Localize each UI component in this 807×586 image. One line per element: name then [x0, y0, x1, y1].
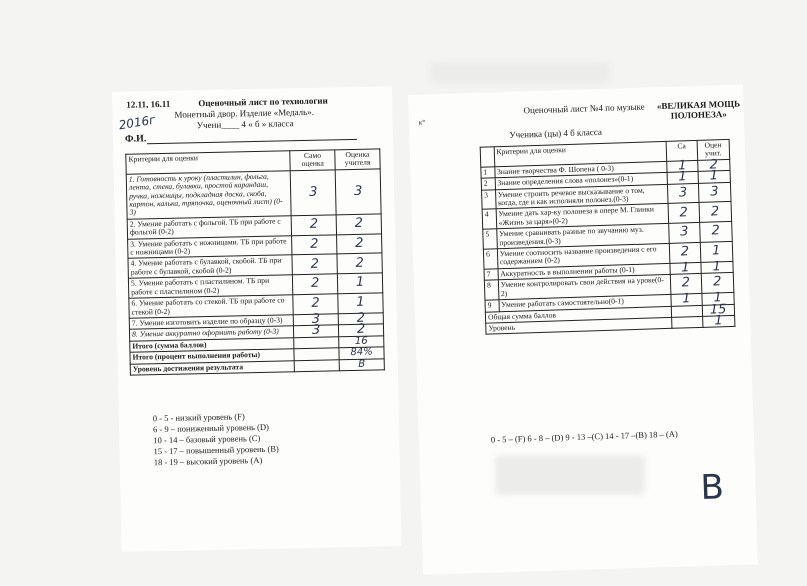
row-number: 7 — [484, 269, 498, 281]
self-score: 1 — [667, 160, 698, 172]
summary-value: 16 — [339, 336, 384, 348]
teacher-score: 2 — [336, 214, 381, 235]
teacher-score: 2 — [697, 159, 730, 171]
criteria-cell: Аккуратность в выполнении работы (0-1) — [498, 263, 671, 280]
summary-label: Итого (сумма баллов) — [130, 337, 294, 352]
level-item: 0 - 5 - низкий уровень (F) — [152, 411, 245, 424]
row-number: 8 — [484, 280, 498, 300]
big-handwritten-grade: B — [699, 467, 725, 508]
criteria-cell: 2. Умение работать с фольгой. ТБ при работе с фольгой (0-2) — [127, 216, 292, 239]
redacted-area — [495, 455, 645, 495]
self-score: 2 — [668, 203, 699, 224]
row-number: 3 — [482, 189, 496, 209]
row-number: 2 — [481, 178, 495, 190]
self-score: 3 — [294, 325, 339, 337]
criteria-cell: Умение контролировать свои действия на уроке(0-2) — [498, 275, 671, 300]
self-score: 2 — [291, 215, 336, 236]
teacher-score: 3 — [698, 182, 731, 203]
summary-value: В — [339, 358, 384, 370]
technology-criteria-table — [125, 148, 385, 375]
row-number: 9 — [485, 300, 499, 312]
criteria-cell: Умение сравнивать разные по звучанию муз. произведения.(0-3) — [496, 224, 669, 249]
level-item: 15 - 17 – повышенный уровень (B) — [153, 443, 279, 457]
level-scale — [153, 411, 279, 469]
criteria-cell: 8. Умение аккуратно оформить работу (0-3) — [129, 326, 293, 341]
criteria-cell: 4. Умение работать с булавкой, скобой. ТБ при работе с булавкой, скобой (0-2) — [128, 255, 293, 278]
teacher-score: 3 — [335, 169, 381, 215]
row-number: 4 — [482, 209, 496, 229]
level-item: 6 - 9 – пониженный уровень (D) — [152, 421, 269, 435]
teacher-score: 2 — [337, 234, 382, 255]
criteria-cell: Умение дать хар-ку полонеза в опере М. Глинки «Жизнь за царя»(0-2) — [496, 204, 669, 229]
summary-empty — [294, 348, 339, 360]
header-self: Само оценка — [290, 150, 335, 171]
header-teacher: Оцен учит. — [697, 139, 730, 160]
criteria-cell: Знание определения слова «полонез»(0-1) — [495, 173, 668, 190]
music-criteria-table — [480, 139, 736, 335]
music-level-scale: 0 - 5 – (F) 6 - 8 – (D) 9 - 13 –(C) 14 - 17 –(B) 18 – (A) — [490, 428, 678, 445]
self-score: 1 — [670, 262, 701, 274]
self-score: 2 — [670, 242, 701, 263]
summary-label: Уровень достижения результата — [130, 360, 294, 375]
music-sheet-title: Оценочный лист №4 по музыке — [523, 101, 645, 116]
self-score: 2 — [293, 294, 338, 315]
teacher-score: 1 — [338, 293, 383, 314]
summary-empty — [671, 305, 702, 317]
music-evaluation-sheet — [408, 84, 758, 574]
header-teacher: Оценка учителя — [335, 149, 380, 170]
teacher-score: 2 — [337, 253, 382, 274]
teacher-score: 2 — [338, 313, 383, 325]
summary-value: 15 — [702, 304, 735, 316]
summary-value: 84% — [339, 347, 384, 359]
header-self: Са — [666, 140, 697, 161]
header-criteria: Критерии для оценки — [494, 141, 667, 166]
row-number: 1 — [481, 167, 495, 179]
teacher-score: 1 — [700, 241, 733, 262]
level-item: 18 - 19 – высокий уровень (A) — [153, 454, 263, 468]
technology-evaluation-sheet — [112, 86, 402, 552]
fio-line — [147, 139, 357, 144]
teacher-score: 2 — [699, 202, 732, 223]
self-score: 1 — [671, 293, 702, 305]
header-num — [480, 147, 494, 167]
sheet-subtitle: Монетный двор. Изделие «Медаль». — [174, 106, 315, 120]
table-row — [126, 169, 381, 219]
corner-mark: к° — [418, 118, 426, 127]
criteria-cell: Умение строить речевое высказывание о том, когда, где и как исполняли полонез.(0-3) — [495, 184, 668, 209]
self-score: 2 — [292, 234, 337, 255]
handwritten-year: 2016г — [117, 112, 157, 133]
summary-label: Уровень — [486, 317, 672, 334]
teacher-score: 2 — [701, 273, 734, 294]
self-score: 1 — [667, 172, 698, 184]
redacted-area — [430, 62, 610, 84]
music-class-line: Ученика (цы) 4 б класса — [509, 126, 603, 140]
self-score: 3 — [669, 223, 700, 244]
summary-empty — [294, 359, 339, 371]
teacher-score: 1 — [701, 292, 734, 304]
criteria-cell: Умение соотносить название произведения с его содержанием (0-2) — [497, 243, 670, 268]
dates: 12.11, 16.11 — [126, 98, 171, 110]
music-sheet-title-bold: «ВЕЛИКАЯ МОЩЬ ПОЛОНЕЗА» — [656, 98, 741, 121]
self-score: 3 — [290, 170, 336, 216]
criteria-cell: 6. Умение работать со стекой. ТБ при работе со стекой (0-2) — [129, 295, 294, 318]
summary-empty — [672, 316, 703, 328]
teacher-score: 1 — [700, 261, 733, 273]
teacher-score: 1 — [337, 273, 382, 294]
teacher-score: 2 — [699, 222, 732, 243]
self-score: 2 — [292, 254, 337, 275]
criteria-cell: Умение работать самостоятельно(0-1) — [499, 294, 672, 311]
self-score: 2 — [670, 274, 701, 295]
header-criteria: Критерии для оценки — [126, 151, 291, 174]
summary-empty — [294, 337, 339, 349]
criteria-cell: Знание творчества Ф. Шопена ( 0-3) — [494, 161, 667, 178]
fio-label: Ф.И. — [124, 133, 147, 145]
self-score: 3 — [293, 314, 338, 326]
criteria-cell: 7. Умение изготовить изделие по образцу (0-3) — [129, 315, 293, 330]
summary-value: 1 — [702, 315, 735, 327]
teacher-score: 2 — [339, 324, 384, 336]
sheet-title: Оценочный лист по технологии — [198, 95, 328, 109]
level-item: 10 - 14 – базовый уровень (C) — [153, 432, 261, 446]
row-number: 6 — [483, 249, 497, 269]
self-score: 3 — [668, 183, 699, 204]
teacher-score: 1 — [698, 171, 731, 183]
self-score: 2 — [293, 274, 338, 295]
criteria-cell: 3. Умение работать с ножницами. ТБ при работе с ножницами (0-2) — [128, 235, 293, 258]
criteria-cell: 5. Умение работать с пластилином. ТБ при работе с пластилином (0-2) — [128, 275, 293, 298]
summary-label: Итого (процент выполнения работы) — [130, 349, 294, 364]
row-number: 5 — [483, 229, 497, 249]
summary-label: Общая сумма баллов — [485, 306, 671, 323]
class-line: Учени____ 4 « б » класса — [196, 118, 294, 131]
criteria-cell: 1. Готовность к уроку (пластилин, фольга, лента, стека, булавки, простой карандаш, ручка, ножницы, подкладная доска, скоба, картон, калька, тряпочка, оценочный лист) (0-3) — [126, 171, 291, 219]
